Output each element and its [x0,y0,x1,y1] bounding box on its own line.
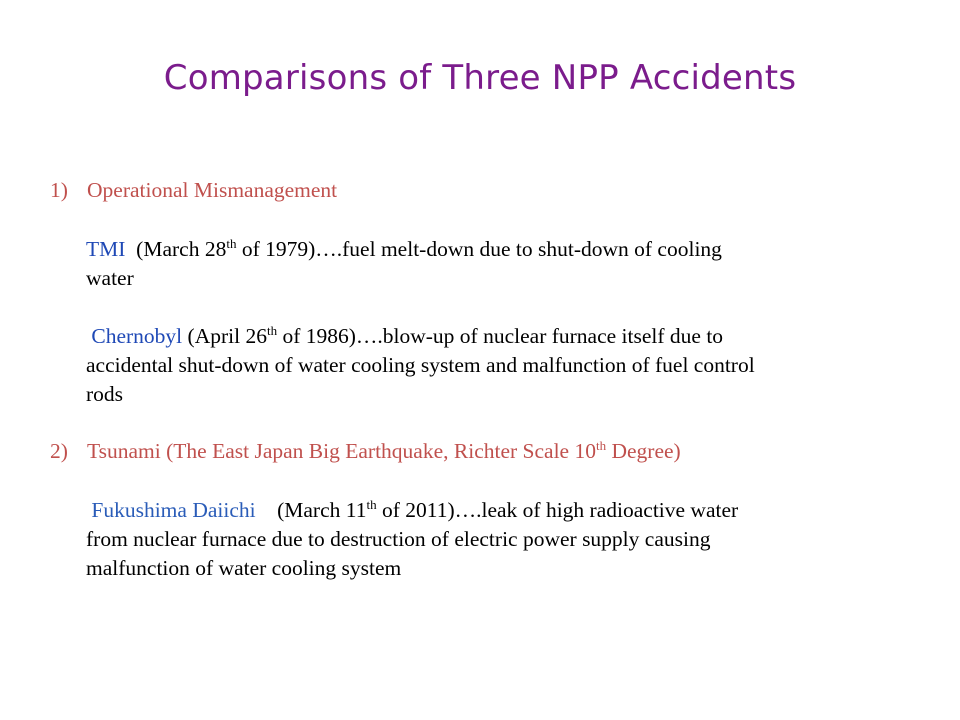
chernobyl-date-sup: th [266,322,278,338]
slide-title: Comparisons of Three NPP Accidents [163,58,797,98]
section-1-heading-text: Operational Mismanagement [87,178,338,202]
section-2-heading-post: Degree) [606,439,681,463]
tmi-name: TMI [86,237,126,261]
chernobyl-date-post: of 1986)….blow-up of nuclear furnace itself due to [277,324,724,348]
fukushima-date-post: of 2011)….leak of high radioactive water [376,498,739,522]
section-2-heading-pre: Tsunami (The East Japan Big Earthquake, Richter Scale 10 [87,439,596,463]
chernobyl-line-2: accidental shut-down of water cooling system and malfunction of fuel control [86,353,755,377]
section-1-number: 1) [50,178,68,202]
chernobyl-name: Chernobyl [91,324,183,348]
section-2-heading-sup: th [595,437,607,453]
slide-body [50,176,930,583]
fukushima-date-pre: (March 11 [277,498,367,522]
tmi-line-2: water [86,266,134,290]
chernobyl-line-3: rods [86,382,124,406]
tmi-line-1 [86,235,930,264]
chernobyl-paragraph [50,322,930,409]
chernobyl-date-pre: (April 26 [182,324,267,348]
fukushima-date-sup: th [366,496,377,512]
tmi-date-post: of 1979)….fuel melt-down due to shut-down of cooling [236,237,722,261]
fukushima-paragraph [50,496,930,583]
fukushima-name: Fukushima Daiichi [91,498,256,522]
section-2-number: 2) [50,439,68,463]
fukushima-line-3: malfunction of water cooling system [86,556,402,580]
tmi-paragraph [50,235,930,293]
fukushima-line-1 [86,496,930,525]
tmi-date-pre: (March 28 [136,237,227,261]
section-1-heading [50,176,930,205]
fukushima-line-2: from nuclear furnace due to destruction of electric power supply causing [86,527,711,551]
tmi-date-sup: th [226,235,237,251]
chernobyl-line-1 [86,322,930,351]
section-2-heading [50,437,930,466]
